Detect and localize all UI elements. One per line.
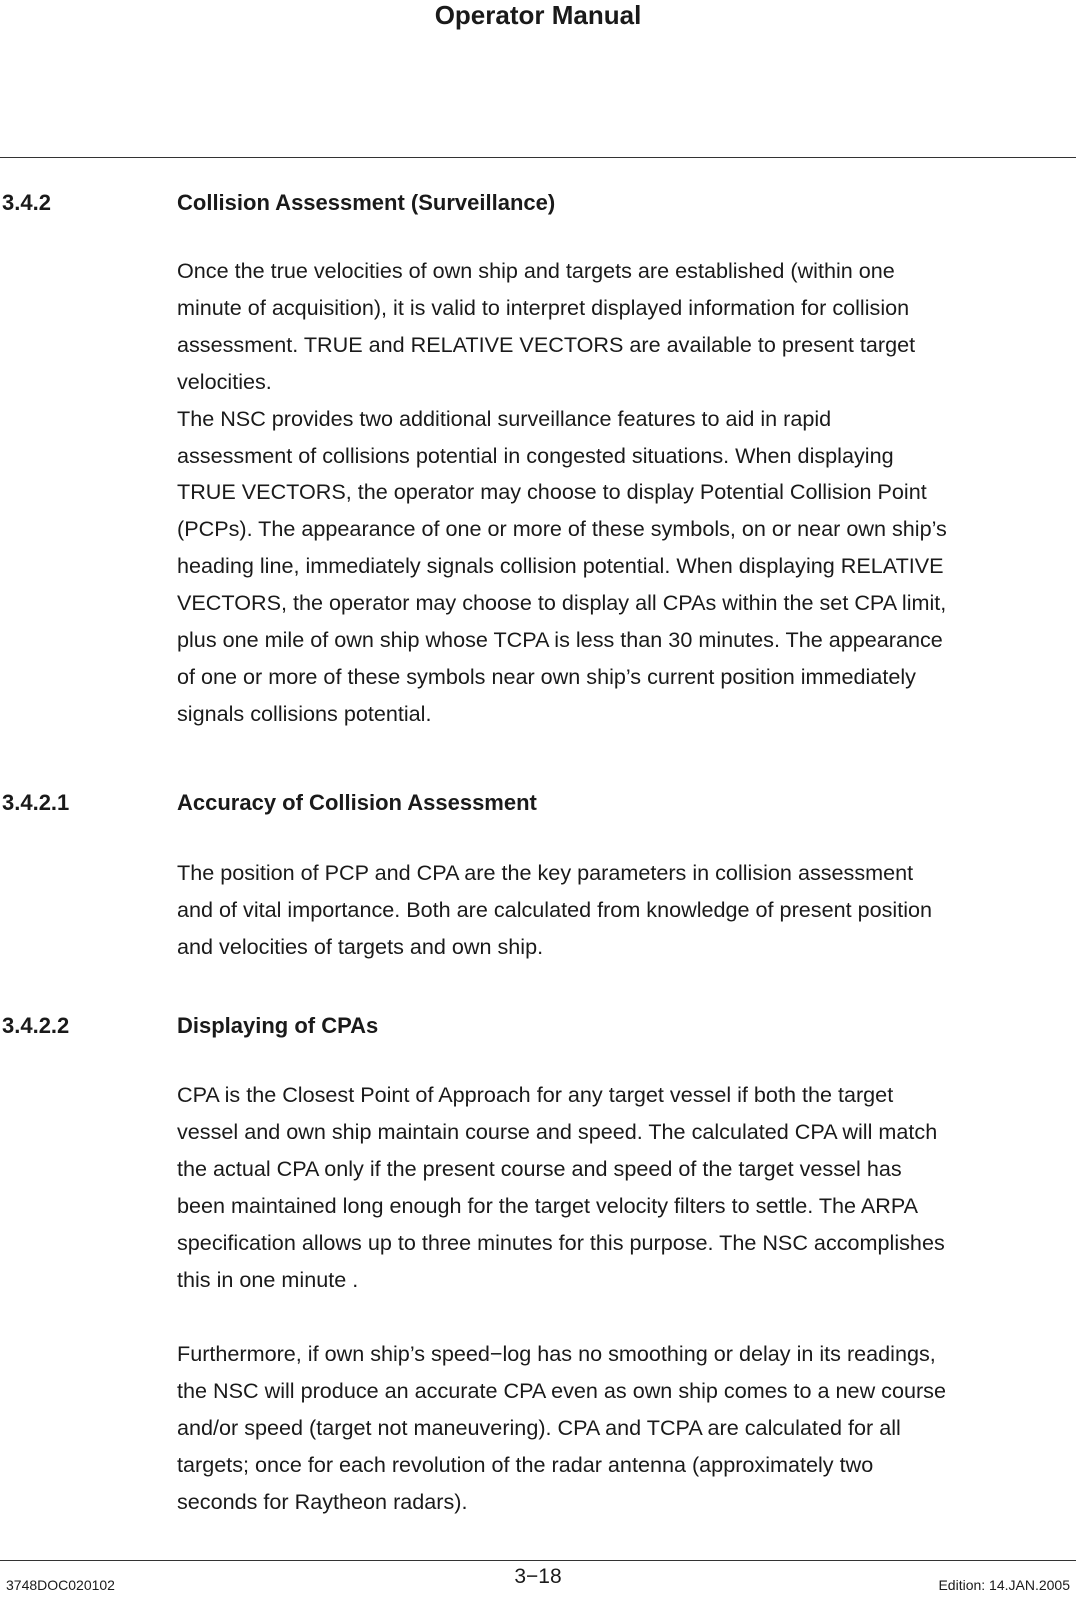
page-header: Operator Manual [434,0,642,30]
text-line: CPA is the Closest Point of Approach for any target vessel if both the target [177,1082,894,1107]
text-line: been maintained long enough for the target velocity filters to settle. The ARPA [177,1192,919,1218]
footer-edition: Edition: 14.JAN.2005 [938,1577,1070,1593]
section-title: Collision Assessment (Surveillance) [177,190,556,215]
text-line: VECTORS, the operator may choose to display all CPAs within the set CPA limit, [177,590,947,616]
text-line: specification allows up to three minutes for this purpose. The NSC accomplishes [177,1229,945,1255]
text-line: The position of PCP and CPA are the key parameters in collision assessment [177,860,914,885]
text-line: seconds for Raytheon radars). [177,1488,468,1514]
text-line: minute of acquisition), it is valid to interpret displayed information for collision [177,294,910,320]
text-line: and of vital importance. Both are calculated from knowledge of present position [177,896,933,922]
text-line: of one or more of these symbols near own ship’s current position immediately [177,663,916,689]
section-3-4-2-2-paragraph-1 [177,1077,1076,1298]
section-3-4-2-paragraph-1 [177,253,1076,733]
text-line: plus one mile of own ship whose TCPA is less than 30 minutes. The appearance [177,627,943,653]
section-number: 3.4.2.1 [2,790,70,815]
footer-doc-id: 3748DOC020102 [6,1577,115,1593]
text-line: signals collisions potential. [177,700,432,726]
section-3-4-2-1-paragraph-1 [177,855,1076,966]
text-line: and/or speed (target not maneuvering). CPA and TCPA are calculated for all [177,1414,901,1440]
header-rule [0,157,1076,158]
footer-rule [0,1560,1076,1561]
text-line: assessment. TRUE and RELATIVE VECTORS are available to present target [177,331,916,357]
text-line: the actual CPA only if the present course and speed of the target vessel has [177,1155,902,1181]
text-line: The NSC provides two additional surveillance features to aid in rapid [177,405,832,431]
text-line: heading line, immediately signals collision potential. When displaying RELATIVE [177,553,944,579]
text-line: the NSC will produce an accurate CPA even as own ship comes to a new course [177,1377,946,1403]
text-line: Once the true velocities of own ship and targets are established (within one [177,258,895,283]
text-line: vessel and own ship maintain course and speed. The calculated CPA will match [177,1118,938,1144]
text-line: this in one minute . [177,1266,359,1292]
text-line: velocities. [177,368,272,394]
section-title: Accuracy of Collision Assessment [177,790,537,815]
text-line: Furthermore, if own ship’s speed−log has no smoothing or delay in its readings, [177,1341,936,1366]
section-3-4-2-2-paragraph-2 [177,1336,1076,1521]
section-number: 3.4.2 [2,190,51,215]
section-title: Displaying of CPAs [177,1013,379,1038]
text-line: TRUE VECTORS, the operator may choose to display Potential Collision Point [177,479,927,505]
text-line: assessment of collisions potential in congested situations. When displaying [177,442,894,468]
text-line: (PCPs). The appearance of one or more of these symbols, on or near own ship’s [177,516,947,542]
text-line: targets; once for each revolution of the radar antenna (approximately two [177,1451,874,1477]
footer-page-number: 3−18 [514,1565,562,1588]
text-line: and velocities of targets and own ship. [177,933,544,959]
section-number: 3.4.2.2 [2,1013,70,1038]
